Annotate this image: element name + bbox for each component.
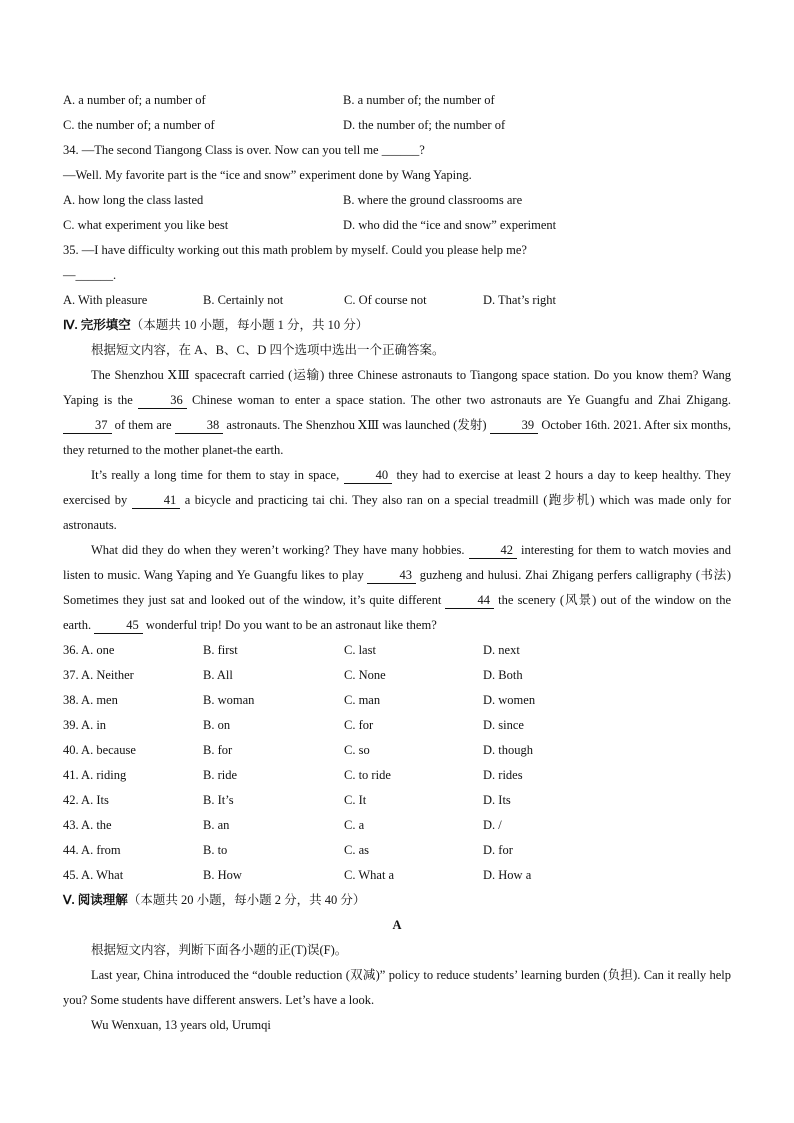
q35-option-a: A. With pleasure [63, 293, 148, 307]
q33-options-row-2 [63, 113, 731, 138]
option-b: B. It’s [203, 793, 234, 807]
blank-41: 41 [132, 492, 181, 509]
section-4-note: （本题共 10 小题，每小题 1 分，共 10 分） [130, 318, 369, 332]
section-4-instruction: 根据短文内容，在 A、B、C、D 四个选项中选出一个正确答案。 [91, 343, 445, 357]
q35-stem: 35. —I have difficulty working out this math problem by myself. Could you please help me? [63, 243, 527, 257]
section-5-note: （本题共 20 小题，每小题 2 分，共 40 分） [127, 893, 366, 907]
option-a: 39. A. in [63, 718, 107, 732]
option-c: C. for [344, 718, 374, 732]
option-row-40 [63, 738, 731, 763]
option-b: B. woman [203, 693, 255, 707]
option-b: B. on [203, 718, 231, 732]
cloze-text: The Shenzhou ⅩⅢ spacecraft carried (运输) three Chinese astronauts to Tiangong space station. Do you know them? Wang Yaping is the [63, 368, 731, 407]
section-5-title: Ⅴ. 阅读理解 [63, 893, 128, 907]
reading-intro: Last year, China introduced the “double reduction (双减)” policy to reduce students’ learning burden (负担). Can it really help you? Some students have different answers. Let’s have a look. [63, 968, 731, 1007]
option-d: D. Its [483, 793, 511, 807]
option-row-37 [63, 663, 731, 688]
option-c: C. None [344, 668, 386, 682]
option-d: D. since [483, 718, 524, 732]
option-row-38 [63, 688, 731, 713]
option-row-45 [63, 863, 731, 888]
option-b: B. All [203, 668, 233, 682]
section-5-instruction: 根据短文内容，判断下面各小题的正(T)误(F)。 [91, 943, 348, 957]
option-c: C. It [344, 793, 367, 807]
q33-option-d: D. the number of; the number of [343, 118, 506, 132]
option-row-43 [63, 813, 731, 838]
q33-option-a: A. a number of; a number of [63, 93, 206, 107]
option-a: 40. A. because [63, 743, 136, 757]
cloze-passage [63, 363, 731, 638]
option-row-36 [63, 638, 731, 663]
cloze-options [63, 638, 731, 888]
exam-page [63, 88, 731, 1038]
option-c: C. a [344, 818, 365, 832]
option-a: 43. A. the [63, 818, 112, 832]
cloze-text: of them are [111, 418, 175, 432]
q34-option-a: A. how long the class lasted [63, 193, 204, 207]
option-b: B. to [203, 843, 228, 857]
option-c: C. man [344, 693, 381, 707]
q33-options-row-1 [63, 88, 731, 113]
option-d: D. for [483, 843, 513, 857]
cloze-text: Chinese woman to enter a space station. The other two astronauts are Ye Guangfu and Zhai Zhigang. [186, 393, 731, 407]
option-c: C. as [344, 843, 369, 857]
blank-39: 39 [490, 417, 539, 434]
q35-option-b: B. Certainly not [203, 293, 284, 307]
reading-speaker: Wu Wenxuan, 13 years old, Urumqi [91, 1018, 271, 1032]
option-b: B. How [203, 868, 242, 882]
section-4-title: Ⅳ. 完形填空 [63, 318, 131, 332]
q33-option-b: B. a number of; the number of [343, 93, 495, 107]
option-c: C. last [344, 643, 376, 657]
cloze-text: What did they do when they weren’t working? They have many hobbies. [91, 543, 469, 557]
option-c: C. What a [344, 868, 395, 882]
cloze-text: they had to exercise at least 2 hours a day to keep healthy. They exercised by [63, 468, 731, 507]
q35-reply: —______. [63, 268, 117, 282]
option-row-41 [63, 763, 731, 788]
q35-option-c: C. Of course not [344, 293, 427, 307]
blank-37: 37 [63, 417, 112, 434]
blank-45: 45 [94, 617, 143, 634]
option-row-39 [63, 713, 731, 738]
cloze-text: wonderful trip! Do you want to be an astronaut like them? [142, 618, 437, 632]
cloze-text: October 16th. 2021. After six months, they returned to the mother planet-the earth. [63, 418, 731, 457]
q34-reply: —Well. My favorite part is the “ice and snow” experiment done by Wang Yaping. [63, 168, 472, 182]
q35-options [63, 288, 731, 313]
option-b: B. an [203, 818, 230, 832]
cloze-text: It’s really a long time for them to stay in space, [91, 468, 344, 482]
option-b: B. ride [203, 768, 238, 782]
cloze-text: interesting for them to watch movies and listen to music. Wang Yaping and Ye Guangfu likes to play [63, 543, 731, 582]
option-a: 37. A. Neither [63, 668, 134, 682]
option-d: D. How a [483, 868, 532, 882]
cloze-text: astronauts. The Shenzhou ⅩⅢ was launched (发射) [223, 418, 490, 432]
cloze-paragraph-3 [63, 538, 731, 638]
q34-options-row-1 [63, 188, 731, 213]
option-a: 36. A. one [63, 643, 115, 657]
option-d: D. Both [483, 668, 523, 682]
option-row-44 [63, 838, 731, 863]
cloze-text: guzheng and hulusi. Zhai Zhigang perfers calligraphy (书法) Sometimes they just sat and looked out of the window, it’s quite different [63, 568, 731, 607]
blank-42: 42 [469, 542, 518, 559]
blank-40: 40 [344, 467, 393, 484]
option-a: 38. A. men [63, 693, 118, 707]
option-b: B. first [203, 643, 238, 657]
option-a: 44. A. from [63, 843, 121, 857]
option-a: 41. A. riding [63, 768, 127, 782]
blank-43: 43 [367, 567, 416, 584]
reading-passage [63, 963, 731, 1038]
option-d: D. though [483, 743, 533, 757]
option-c: C. to ride [344, 768, 391, 782]
cloze-text: the scenery (风景) out of the window on the earth. [63, 593, 731, 632]
q35-option-d: D. That’s right [483, 293, 557, 307]
option-d: D. women [483, 693, 536, 707]
q33-option-c: C. the number of; a number of [63, 118, 215, 132]
option-d: D. rides [483, 768, 523, 782]
option-d: D. / [483, 818, 502, 832]
section-4-heading [63, 313, 731, 338]
blank-44: 44 [445, 592, 494, 609]
cloze-text: a bicycle and practicing tai chi. They also ran on a special treadmill (跑步机) which was made only for astronauts. [63, 493, 731, 532]
q34-options-row-2 [63, 213, 731, 238]
cloze-paragraph-1 [63, 363, 731, 463]
option-a: 42. A. Its [63, 793, 109, 807]
q34-option-c: C. what experiment you like best [63, 218, 229, 232]
q34-stem: 34. —The second Tiangong Class is over. Now can you tell me ______? [63, 143, 425, 157]
blank-36: 36 [138, 392, 187, 409]
cloze-paragraph-2 [63, 463, 731, 538]
q34-option-b: B. where the ground classrooms are [343, 193, 523, 207]
blank-38: 38 [175, 417, 224, 434]
option-a: 45. A. What [63, 868, 124, 882]
section-5-heading [63, 888, 731, 913]
q34-option-d: D. who did the “ice and snow” experiment [343, 218, 557, 232]
option-b: B. for [203, 743, 233, 757]
passage-label: A [392, 918, 402, 932]
option-d: D. next [483, 643, 520, 657]
option-c: C. so [344, 743, 370, 757]
option-row-42 [63, 788, 731, 813]
